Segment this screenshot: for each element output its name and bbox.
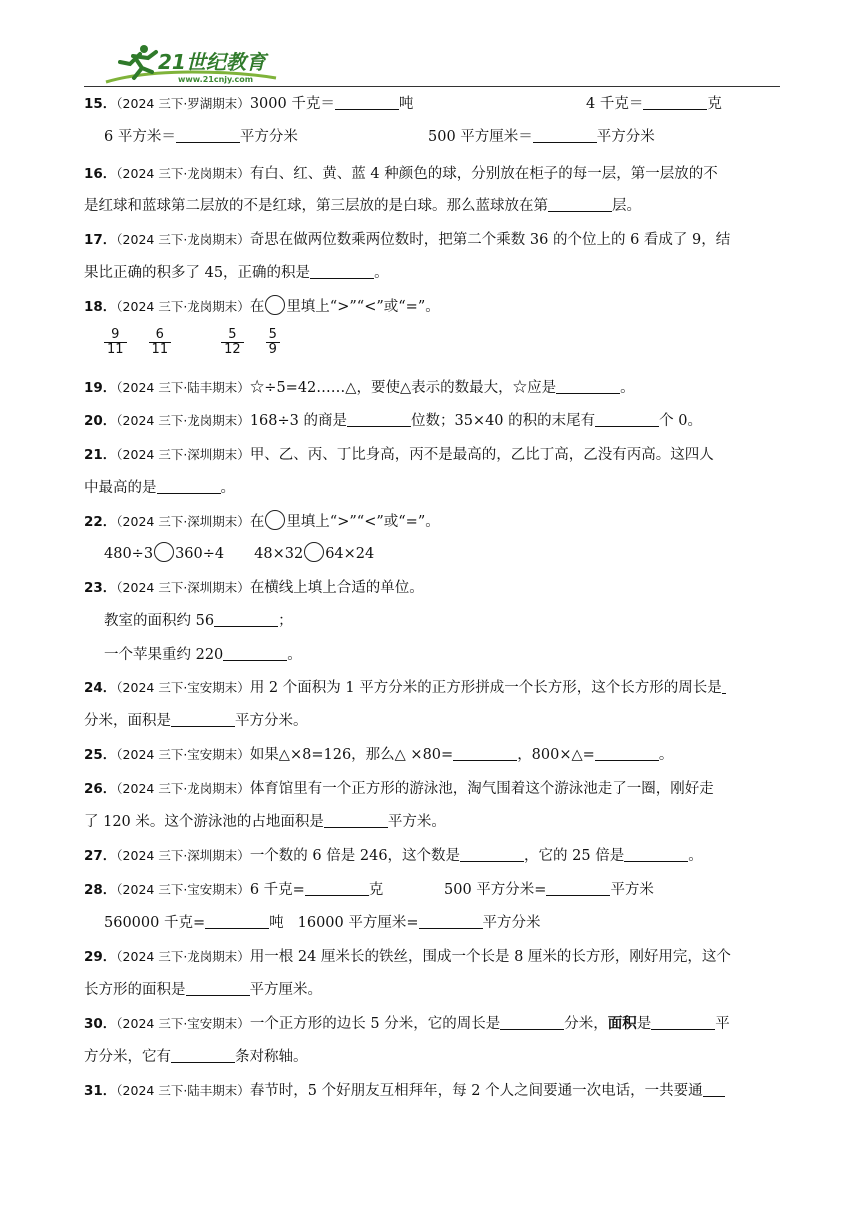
- q31-line1: [84, 1079, 725, 1103]
- q20-blank-2[interactable]: [595, 410, 659, 427]
- q19-source: （2024 三下·陆丰期末）: [116, 380, 250, 395]
- q27-text-2: ，它的 25 倍是: [524, 848, 625, 864]
- q17-source: （2024 三下·龙岗期末）: [116, 232, 250, 247]
- q30-bold-text: 面积: [607, 1015, 637, 1032]
- fraction-9-11: $\frac{9}{11}$: [104, 328, 127, 357]
- q27-line1: [84, 844, 703, 868]
- q28-blank-4[interactable]: [419, 912, 483, 929]
- q16-text-2: 是红球和蓝球第二层放的不是红球，第三层放的是白球。那么蓝球放在第: [84, 198, 548, 214]
- q18-text-2: 里填上“>”“<”或“=”。: [286, 299, 440, 315]
- q25-blank-1[interactable]: [453, 744, 517, 761]
- q22-circle-2[interactable]: [304, 542, 324, 562]
- q30-blank-2[interactable]: [651, 1013, 715, 1030]
- q15-text-b2: 500 平方厘米＝: [428, 129, 533, 145]
- q18-fractions: [104, 328, 302, 368]
- q28-line1b: [444, 878, 654, 902]
- q25-text-3: 。: [658, 747, 674, 763]
- q28-source: （2024 三下·宝安期末）: [116, 882, 250, 897]
- q16-source: （2024 三下·龙岗期末）: [116, 166, 250, 181]
- q17-number: 17．: [84, 232, 117, 248]
- q27-text-1: 一个数的 6 倍是 246，这个数是: [249, 848, 461, 864]
- q23-blank-1[interactable]: [214, 610, 278, 627]
- q30-text-6: 条对称轴。: [235, 1049, 308, 1065]
- q21-text-1: 甲、乙、丙、丁比身高，丙不是最高的，乙比丁高，乙没有丙高。这四人: [249, 447, 714, 463]
- q28-blank-2[interactable]: [546, 879, 610, 896]
- q16-text-3: 层。: [612, 198, 641, 214]
- q27-text-3: 。: [688, 848, 703, 864]
- q28-unit-b2: 平方分米: [482, 915, 541, 931]
- q29-number: 29．: [84, 949, 117, 965]
- page-header: [84, 38, 780, 86]
- q27-blank-2[interactable]: [624, 845, 688, 862]
- q15-text-a2: 4 千克＝: [586, 96, 644, 112]
- q22-circle-1[interactable]: [154, 542, 174, 562]
- q29-text-3: 平方厘米。: [249, 982, 322, 998]
- q23-text-b: 一个苹果重约 220: [104, 647, 224, 663]
- q15-blank-4[interactable]: [533, 126, 597, 143]
- q29-text-1: 用一根 24 厘米长的铁丝，围成一个长是 8 厘米的长方形，刚好用完，这个: [249, 949, 731, 965]
- q16-line1: [84, 162, 718, 186]
- q18-number: 18．: [84, 299, 117, 315]
- q29-blank[interactable]: [186, 979, 250, 996]
- q22-text-2: 里填上“>”“<”或“=”。: [286, 514, 440, 530]
- q26-line1: [84, 777, 714, 801]
- q28-text-a1: 6 千克=: [249, 882, 305, 898]
- q23-number: 23．: [84, 580, 117, 596]
- q15-text-b1: 6 平方米＝: [104, 129, 176, 145]
- q20-text-2: 位数；35×40 的积的末尾有: [410, 413, 596, 429]
- q20-source: （2024 三下·龙岗期末）: [116, 413, 250, 428]
- q27-blank-1[interactable]: [460, 845, 524, 862]
- q18-text-1: 在: [249, 299, 265, 315]
- fraction-5-9: $\frac{5}{9}$: [266, 328, 280, 357]
- q27-source: （2024 三下·深圳期末）: [116, 848, 250, 863]
- header-divider: [84, 86, 780, 87]
- q15-unit-a2: 克: [707, 96, 722, 112]
- q30-line2: [84, 1045, 308, 1069]
- q30-text-2: 分米，: [564, 1016, 608, 1032]
- q28-blank-1[interactable]: [305, 879, 369, 896]
- q30-blank-3[interactable]: [171, 1046, 235, 1063]
- circle-symbol: [265, 510, 285, 530]
- q15-source: （2024 三下·罗湖期末）: [116, 96, 250, 111]
- q17-text-1: 奇思在做两位数乘两位数时，把第二个乘数 36 的个位上的 6 看成了 9，结: [249, 232, 731, 248]
- q26-line2: [84, 810, 446, 834]
- q25-text-1: 如果△×8=126，那么△ ×80=: [249, 747, 454, 763]
- q18-source: （2024 三下·龙岗期末）: [116, 299, 250, 314]
- fraction-6-11: $\frac{6}{11}$: [149, 328, 172, 357]
- q17-text-2: 果比正确的积多了 45，正确的积是: [84, 265, 311, 281]
- q18-line1: [84, 295, 440, 319]
- q22-number: 22．: [84, 514, 117, 530]
- q21-number: 21．: [84, 447, 117, 463]
- q19-text-2: 。: [620, 380, 635, 396]
- q20-blank-1[interactable]: [347, 410, 411, 427]
- q22-expr-2a: 48×32: [254, 546, 304, 562]
- q31-blank[interactable]: [703, 1080, 725, 1097]
- q30-number: 30．: [84, 1016, 117, 1032]
- q19-blank[interactable]: [556, 377, 620, 394]
- q15-unit-b1: 平方分米: [239, 129, 298, 145]
- q17-text-3: 。: [374, 265, 389, 281]
- q24-blank-2[interactable]: [171, 710, 235, 727]
- q26-text-1: 体育馆里有一个正方形的游泳池，淘气围着这个游泳池走了一圈，刚好走: [249, 781, 714, 797]
- q15-text-a1: 3000 千克＝: [249, 96, 335, 112]
- q23-text-a-end: ；: [278, 613, 293, 629]
- runner-logo-icon: [100, 42, 280, 86]
- q15-unit-b2: 平方分米: [596, 129, 655, 145]
- q22-expr-2b: 64×24: [325, 546, 375, 562]
- q22-line2: [104, 542, 374, 566]
- q19-line1: [84, 376, 635, 400]
- q21-blank[interactable]: [157, 477, 221, 494]
- q25-number: 25．: [84, 747, 117, 763]
- q25-text-2: ，800×△=: [517, 747, 595, 763]
- q23-blank-2[interactable]: [223, 644, 287, 661]
- q24-text-2: 分米，面积是: [84, 713, 171, 729]
- q28-number: 28．: [84, 882, 117, 898]
- q30-text-4: 平: [715, 1016, 730, 1032]
- q28-line1: [84, 878, 383, 902]
- q23-source: （2024 三下·深圳期末）: [116, 580, 250, 595]
- q23-line1: [84, 576, 424, 600]
- q25-source: （2024 三下·宝安期末）: [116, 747, 250, 762]
- q31-source: （2024 三下·陆丰期末）: [116, 1083, 250, 1098]
- q26-number: 26．: [84, 781, 117, 797]
- logo-url-text: www.21cnjy.com: [178, 75, 254, 84]
- q30-line1: [84, 1012, 730, 1036]
- q24-line2: [84, 709, 308, 733]
- q23-text-a: 教室的面积约 56: [104, 613, 215, 629]
- q24-text-3: 平方分米。: [235, 713, 308, 729]
- q28-unit-a1: 克: [368, 882, 384, 898]
- q30-blank-1[interactable]: [500, 1013, 564, 1030]
- q26-source: （2024 三下·龙岗期末）: [116, 781, 250, 796]
- q22-line1: [84, 510, 440, 534]
- q24-blank-1[interactable]: [722, 677, 726, 694]
- q28-text-b1: 560000 千克=: [104, 915, 206, 931]
- q27-number: 27．: [84, 848, 117, 864]
- q23-line2: [104, 609, 293, 633]
- q15-blank-1[interactable]: [335, 93, 399, 110]
- q19-number: 19．: [84, 380, 117, 396]
- fraction-5-12: $\frac{5}{12}$: [221, 328, 244, 357]
- q31-text-1: 春节时，5 个好朋友互相拜年，每 2 个人之间要通一次电话，一共要通: [249, 1083, 703, 1099]
- q22-expr-1a: 480÷3: [104, 546, 154, 562]
- q15-line1: [84, 92, 413, 116]
- q21-line1: [84, 443, 714, 467]
- q22-expr-1b: 360÷4: [175, 546, 225, 562]
- q28-line2: [104, 911, 541, 935]
- q28-unit-b1: 吨: [269, 915, 284, 931]
- q15-line2: [104, 125, 298, 149]
- q28-unit-a2: 平方米: [610, 882, 654, 898]
- logo-main-text: 21世纪教育: [158, 50, 266, 74]
- q24-source: （2024 三下·宝安期末）: [116, 680, 250, 695]
- q22-source: （2024 三下·深圳期末）: [116, 514, 250, 529]
- q19-text-1: ☆÷5=42……△，要使△表示的数最大，☆应是: [249, 380, 557, 396]
- q31-number: 31．: [84, 1083, 117, 1099]
- q23-text-1: 在横线上填上合适的单位。: [249, 580, 424, 596]
- q24-text-1: 用 2 个面积为 1 平方分米的正方形拼成一个长方形，这个长方形的周长是: [249, 680, 722, 696]
- q29-line2: [84, 978, 322, 1002]
- circle-symbol: [265, 295, 285, 315]
- q30-text-1: 一个正方形的边长 5 分米，它的周长是: [249, 1016, 501, 1032]
- q26-text-3: 平方米。: [387, 814, 446, 830]
- q17-blank[interactable]: [310, 262, 374, 279]
- q30-text-3: 是: [636, 1016, 652, 1032]
- q15-blank-3[interactable]: [176, 126, 240, 143]
- q30-source: （2024 三下·宝安期末）: [116, 1016, 250, 1031]
- q30-text-5: 方分米，它有: [84, 1049, 171, 1065]
- q23-line3: [104, 643, 302, 667]
- q28-blank-3[interactable]: [205, 912, 269, 929]
- q24-line1: [84, 676, 726, 700]
- q17-line2: [84, 261, 389, 285]
- q26-blank[interactable]: [324, 811, 388, 828]
- q15-unit-a1: 吨: [398, 96, 414, 112]
- q16-line2: [84, 194, 641, 218]
- q15-line2b: [428, 125, 655, 149]
- q29-text-2: 长方形的面积是: [84, 982, 186, 998]
- q28-text-a2: 500 平方分米=: [444, 882, 547, 898]
- q23-text-b-end: 。: [287, 647, 302, 663]
- q26-text-2: 了 120 米。这个游泳池的占地面积是: [84, 814, 324, 830]
- q29-source: （2024 三下·龙岗期末）: [116, 949, 250, 964]
- q25-line1: [84, 743, 673, 767]
- q21-text-3: 。: [220, 480, 235, 496]
- q20-number: 20．: [84, 413, 117, 429]
- q21-source: （2024 三下·深圳期末）: [116, 447, 250, 462]
- q21-line2: [84, 476, 235, 500]
- q16-number: 16．: [84, 166, 117, 182]
- q20-text-1: 168÷3 的商是: [249, 413, 347, 429]
- q15-blank-2[interactable]: [643, 93, 707, 110]
- q28-text-b2: 16000 平方厘米=: [297, 915, 419, 931]
- q15-line1b: [586, 92, 722, 116]
- q20-text-3: 个 0。: [659, 413, 702, 429]
- q22-text-1: 在: [249, 514, 265, 530]
- q21-text-2: 中最高的是: [84, 480, 157, 496]
- q16-text-1: 有白、红、黄、蓝 4 种颜色的球，分别放在柜子的每一层，第一层放的不: [249, 166, 718, 182]
- q29-line1: [84, 945, 731, 969]
- q24-number: 24．: [84, 680, 117, 696]
- q15-number: 15．: [84, 96, 117, 112]
- q20-line1: [84, 409, 702, 433]
- q17-line1: [84, 228, 730, 252]
- q25-blank-2[interactable]: [595, 744, 659, 761]
- q16-blank[interactable]: [548, 195, 612, 212]
